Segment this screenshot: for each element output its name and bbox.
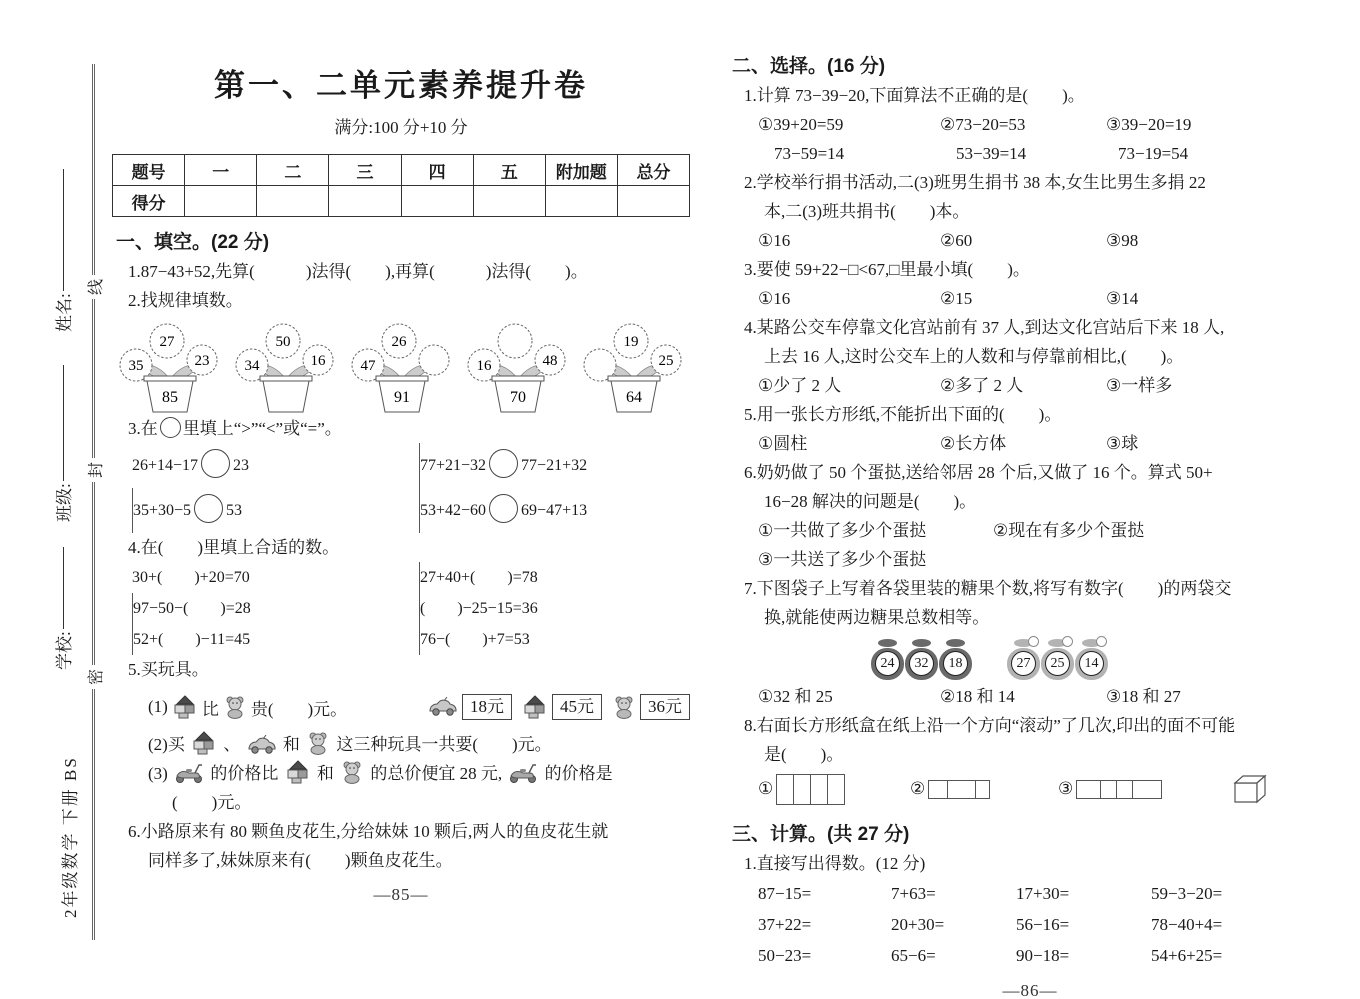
bag-count: 24 [875,651,900,676]
calc-item: 7+63= [891,884,936,903]
print-option-3 [1058,779,1230,799]
mental-math-grid [728,878,1332,971]
calc-item: 65−6= [891,946,936,965]
text-segment: 的总价便宜 28 元, [370,764,503,783]
pot-number: 70 [510,389,526,406]
option: ②多了 2 人 [940,376,1024,395]
class-blank-line [62,365,64,481]
score-table-header-row [113,155,690,186]
c-q8-shapes [728,769,1332,809]
c-q1-options [728,110,1332,139]
name-blank-line [62,169,64,291]
calc-item: 20+30= [891,915,945,934]
q5-part3-line2: ( )元。 [172,793,252,812]
score-header-cell: 总分 [617,155,689,186]
comparison [419,443,690,488]
option: ①圆柱 [758,434,808,453]
flower-number: 19 [623,334,639,350]
option: ①32 和 25 [758,687,833,706]
score-header-cell: 附加题 [545,155,617,186]
text-segment: 和 [282,735,300,754]
c-q5-text: 5.用一张长方形纸,不能折出下面的( )。 [744,405,1062,424]
option: ②现在有多少个蛋挞 [993,521,1145,540]
bag-count: 32 [909,651,934,676]
option: ②60 [940,231,973,250]
expr-left: 26+14−17 [132,457,199,474]
score-header-cell: 四 [401,155,473,186]
option: ②73−20=53 [940,115,1026,134]
option: ①39+20=59 [758,115,844,134]
compare-circle-icon [194,494,223,523]
expr-right: 53 [226,502,243,519]
equation: 27+40+( )=78 [419,562,690,593]
q6-line2: 同样多了,妹妹原来有( )颗鱼皮花生。 [148,851,453,870]
school-field [50,518,75,670]
option-mark: ① [758,779,774,798]
paper-title: 第一、二单元素养提升卷 [214,68,588,103]
score-empty-cell [545,186,617,217]
c-q4-line2: 上去 16 人,这时公交车上的人数和与停靠前相比,( )。 [764,347,1184,366]
q5-part3-line1 [112,759,690,788]
text-segment: 的价格比 [210,764,279,783]
candy-bag-light [1075,636,1108,680]
option: ③18 和 27 [1106,687,1181,706]
teddy-bear-icon [612,695,636,719]
price-tag: 36元 [640,694,690,720]
flower-number: 47 [360,358,376,374]
calc-item: 17+30= [1016,884,1070,903]
flower-number: 26 [391,334,407,350]
option: ③98 [1106,231,1139,250]
bag-count: 27 [1011,651,1036,676]
name-label: 姓名: [55,293,74,332]
option: ①少了 2 人 [758,376,842,395]
text-segment: 比 [201,699,219,719]
q4-equations [112,562,690,655]
flower-number: 16 [476,358,492,374]
q2-label: 2.找规律填数。 [128,291,243,310]
option-equation: 73−19=54 [1118,144,1189,163]
expr-left: 35+30−5 [133,502,192,519]
pot-number: 64 [626,389,642,406]
section-3-heading: 三、计算。(共 27 分) [732,824,910,845]
c-q6-line1: 6.奶奶做了 50 个蛋挞,送给邻居 28 个后,又做了 16 个。算式 50+ [744,463,1213,482]
q3-label-pre: 3.在 [128,419,158,438]
s3-sub-heading: 1.直接写出得数。(12 分) [744,854,926,873]
option: ③14 [1106,289,1139,308]
score-header-cell: 一 [185,155,257,186]
score-header-cell: 题号 [113,155,185,186]
expr-right: 69−47+13 [521,502,588,519]
option: ①一共做了多少个蛋挞 [758,521,927,540]
box-figure [1230,773,1332,805]
c-q4-options [728,371,1332,400]
q5-part1 [112,684,690,730]
q5-label: 5.买玩具。 [128,660,209,679]
calc-item: 37+22= [758,915,812,934]
equation: 97−50−( )=28 [132,593,419,624]
calc-item: 54+6+25= [1151,946,1223,965]
item-number: (1) [148,697,168,716]
page-left [112,60,690,905]
flower-number: 35 [128,358,144,374]
q6-line1: 6.小路原来有 80 颗鱼皮花生,分给妹妹 10 颗后,两人的鱼皮花生就 [128,822,609,841]
score-empty-cell [257,186,329,217]
comparison [419,488,690,533]
expr-left: 53+42−60 [420,502,487,519]
equation: 30+( )+20=70 [132,569,250,586]
text-segment: 这三种玩具一共要( )元。 [336,735,552,754]
q3-label-post: 里填上“>”“<”或“=”。 [182,419,342,438]
option: ②长方体 [940,434,1007,453]
score-row-label: 得分 [113,186,185,217]
q3-comparisons [112,443,690,533]
flower-number: 16 [310,353,326,369]
candy-bag-dark [905,636,938,680]
equation: 52+( )−11=45 [132,624,419,655]
c-q2-options [728,226,1332,255]
blocks-icon [285,760,311,784]
q5-part2 [112,730,690,759]
pot-number: 85 [162,389,178,406]
page-number-right: —86— [1002,981,1058,999]
c-q6-options-line2: ③一共送了多少个蛋挞 [758,550,927,569]
flower-number: 27 [159,334,175,350]
flower-pot-figure-3 [348,317,456,414]
text-segment: 、 [223,735,241,754]
calc-item: 87−15= [758,884,812,903]
score-empty-cell [329,186,401,217]
c-q2-line2: 本,二(3)班共捐书( )本。 [764,202,970,221]
text-segment: 贵( )元。 [250,699,348,719]
q5-part1-text [148,695,347,720]
price-list [426,694,690,720]
flower-number: 23 [194,353,210,369]
print-shape-3-cells [928,780,990,799]
c-q7-line2: 换,就能使两边糖果总数相等。 [764,608,990,627]
option-equation: 73−59=14 [774,144,845,163]
c-q7-options [728,682,1332,711]
expr-right: 77−21+32 [521,457,588,474]
section-2-heading: 二、选择。(16 分) [732,56,886,77]
expr-left: 77+21−32 [420,457,487,474]
flower-pot-figure-4 [464,317,572,414]
c-q1-text: 1.计算 73−39−20,下面算法不正确的是( )。 [744,86,1085,105]
option: ②15 [940,289,973,308]
class-label: 班级: [55,483,74,522]
calc-item: 56−16= [1016,915,1070,934]
seal-char-line: 线 [82,275,106,299]
bag-count: 25 [1045,651,1070,676]
option-mark: ③ [1058,779,1074,798]
compare-circle-icon [489,449,518,478]
score-header-cell: 三 [329,155,401,186]
seal-line [92,64,95,940]
toy-car-icon [247,735,277,755]
score-table-score-row [113,186,690,217]
c-q4-line1: 4.某路公交车停靠文化宫站前有 37 人,到达文化宫站后下来 18 人, [744,318,1225,337]
box-3d-icon [1230,773,1268,805]
teddy-bear-icon [306,731,330,755]
c-q8-line2: 是( )。 [764,745,844,764]
price-tag: 18元 [462,694,512,720]
print-shape-4-cells [1076,780,1162,799]
flower-pot-figure-1 [116,317,224,414]
print-shape-4-squares [776,774,845,805]
comparison [132,443,419,488]
option: ①16 [758,289,791,308]
calc-item: 50−23= [758,946,812,965]
c-q5-options [728,429,1332,458]
option: ①16 [758,231,791,250]
option-mark: ② [910,779,926,798]
teddy-bear-icon [340,760,364,784]
option: ③一样多 [1106,376,1173,395]
blocks-icon [191,731,217,755]
print-option-2 [910,779,1058,799]
blocks-icon [172,695,198,719]
text-segment: 的价格是 [544,764,613,783]
c-q8-line1: 8.右面长方形纸盒在纸上沿一个方向“滚动”了几次,印出的面不可能 [744,716,1236,735]
seal-char-feng: 封 [82,458,106,482]
option: ③球 [1106,434,1139,453]
option: ②18 和 14 [940,687,1015,706]
school-blank-line [62,547,64,629]
flower-number: 50 [275,334,291,350]
candy-bag-dark [939,636,972,680]
score-header-cell: 二 [257,155,329,186]
comparison [132,488,419,533]
school-label: 学校: [55,631,74,670]
price-tag: 45元 [552,694,602,720]
bag-count: 14 [1079,651,1104,676]
candy-bag-light [1007,636,1040,680]
candy-bag-light [1041,636,1074,680]
item-number: (3) [148,764,168,783]
score-table [112,154,690,217]
c-q2-line1: 2.学校举行捐书活动,二(3)班男生捐书 38 本,女生比男生多捐 22 [744,173,1206,192]
scooter-icon [174,762,204,784]
score-header-cell: 五 [473,155,545,186]
print-option-1 [758,774,910,805]
flower-number: 34 [244,358,260,374]
candy-bag-dark [871,636,904,680]
blocks-icon [522,695,548,719]
flower-pot-figure-5 [580,317,688,414]
c-q6-options-line1 [728,516,1332,545]
q4-label: 4.在( )里填上合适的数。 [128,538,340,557]
compare-circle-icon [489,494,518,523]
page-number-left: —85— [373,885,429,904]
pot-number: 91 [394,389,410,406]
section-1-heading: 一、填空。(22 分) [116,232,270,253]
q1-text: 1.87−43+52,先算( )法得( ),再算( )法得( )。 [128,262,588,281]
score-empty-cell [617,186,689,217]
calc-item: 90−18= [1016,946,1070,965]
option: ③39−20=19 [1106,115,1192,134]
name-field [50,140,75,332]
candy-bags-figure [728,634,1332,680]
calc-item: 59−3−20= [1151,884,1223,903]
text-segment: 和 [316,764,334,783]
q3-label [112,414,690,443]
flower-pots-figure [112,315,690,414]
paper-subtitle: 满分:100 分+10 分 [334,118,468,137]
flower-number: 48 [542,353,558,369]
score-empty-cell [185,186,257,217]
text-segment: (2)买 [148,735,185,754]
calc-item: 78−40+4= [1151,915,1223,934]
option-equation: 53−39=14 [956,144,1027,163]
flower-pot-figure-2 [232,317,340,414]
c-q3-options [728,284,1332,313]
c-q6-line2: 16−28 解决的问题是( )。 [764,492,977,511]
toy-car-icon [428,697,458,717]
compare-circle-icon [201,449,230,478]
c-q1-options-line2 [728,139,1332,168]
flower-number: 25 [658,353,674,369]
book-edition-label: 2年级数学 下册 BS [61,756,80,918]
expr-right: 23 [233,457,250,474]
score-empty-cell [401,186,473,217]
c-q3-text: 3.要使 59+22−□<67,□里最小填( )。 [744,260,1030,279]
teddy-bear-icon [223,695,247,719]
class-field [50,336,75,522]
seal-char-mi: 密 [82,665,106,689]
equation: 76−( )+7=53 [419,624,690,655]
answer-circle-icon [160,417,181,438]
bag-count: 18 [943,651,968,676]
scooter-icon [508,762,538,784]
equation: ( )−25−15=36 [419,593,690,624]
page-right [728,53,1332,999]
c-q7-line1: 7.下图袋子上写着各袋里装的糖果个数,将写有数字( )的两袋交 [744,579,1232,598]
score-empty-cell [473,186,545,217]
